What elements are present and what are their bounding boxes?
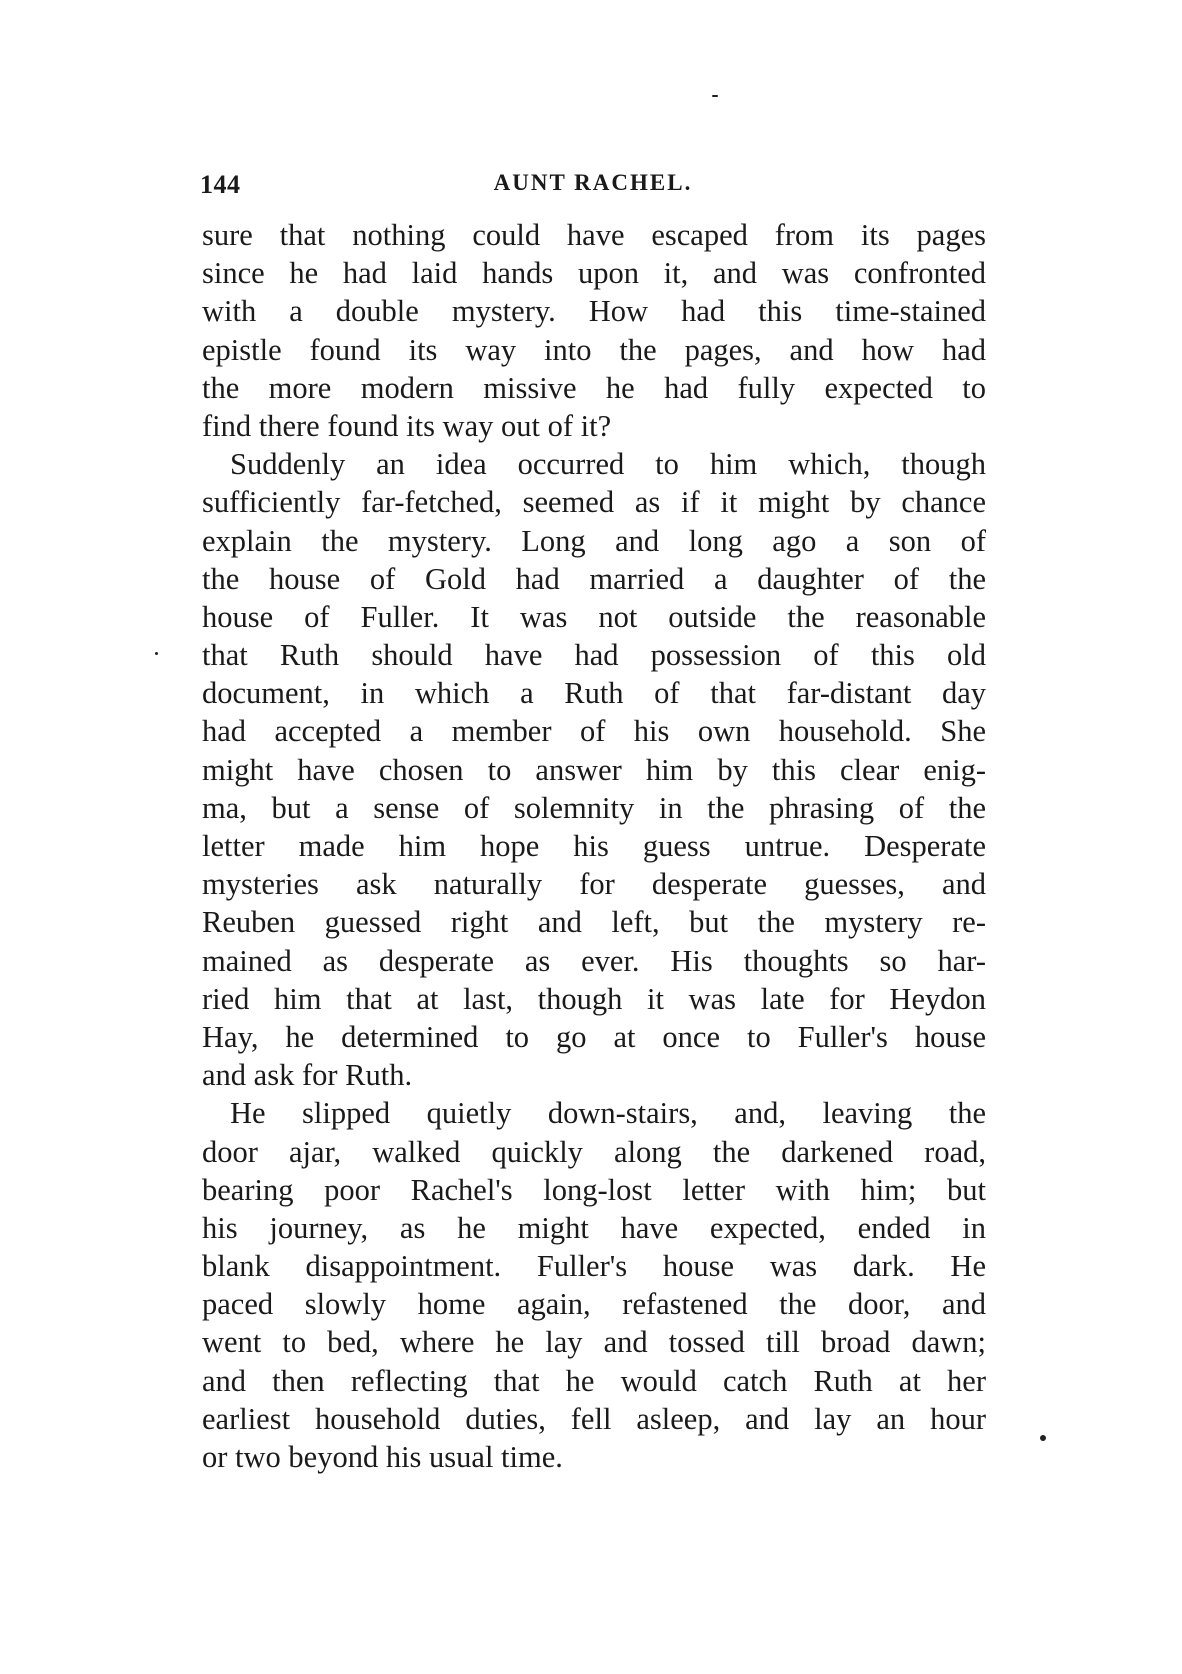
text-line: epistle found its way into the pages, and how had: [202, 332, 986, 367]
text-line: earliest household duties, fell asleep, and lay an hour: [202, 1401, 986, 1436]
text-line: ried him that at last, though it was late for Heydon: [202, 981, 986, 1016]
text-line: sufficiently far-fetched, seemed as if it might by chance: [202, 485, 986, 520]
text-line: Hay, he determined to go at once to Fuller's house: [202, 1019, 986, 1054]
text-line: the more modern missive he had fully expected to: [202, 370, 986, 405]
text-line: with a double mystery. How had this time-stained: [202, 294, 986, 329]
text-line: explain the mystery. Long and long ago a son of: [202, 523, 986, 558]
running-title: AUNT RACHEL.: [493, 170, 693, 195]
text-line: letter made him hope his guess untrue. Desperate: [202, 829, 986, 863]
text-line: and then reflecting that he would catch Ruth at her: [202, 1363, 986, 1398]
text-line: document, in which a Ruth of that far-distant day: [202, 676, 986, 711]
text-line: door ajar, walked quickly along the darkened road,: [202, 1134, 986, 1169]
text-line: mysteries ask naturally for desperate guesses, and: [202, 867, 986, 902]
body-text: [202, 216, 986, 1476]
text-line: or two beyond his usual time.: [202, 1440, 563, 1474]
text-line: and ask for Ruth.: [202, 1058, 413, 1093]
text-line: house of Fuller. It was not outside the reasonable: [202, 599, 986, 634]
text-line: that Ruth should have had possession of this old: [202, 638, 986, 673]
page-number: 144: [200, 170, 241, 199]
text-line: had accepted a member of his own household. She: [202, 714, 986, 749]
text-line: sure that nothing could have escaped from its pages: [202, 218, 986, 252]
ink-speck: [155, 652, 158, 655]
text-line: blank disappointment. Fuller's house was dark. He: [202, 1249, 986, 1284]
paragraph: [202, 1094, 986, 1476]
paragraph: [202, 216, 986, 445]
text-line: his journey, as he might have expected, ended in: [202, 1210, 986, 1245]
text-line: He slipped quietly down-stairs, and, leaving the: [230, 1096, 986, 1131]
text-line: find there found its way out of it?: [202, 408, 612, 443]
text-line: the house of Gold had married a daughter of the: [202, 561, 986, 596]
text-line: mained as desperate as ever. His thoughts so har-: [202, 943, 986, 978]
text-line: bearing poor Rachel's long-lost letter with him; but: [202, 1172, 986, 1207]
text-line: Reuben guessed right and left, but the mystery re-: [202, 905, 986, 940]
ink-speck: [712, 95, 718, 97]
text-line: went to bed, where he lay and tossed till broad dawn;: [202, 1325, 986, 1360]
text-line: ma, but a sense of solemnity in the phrasing of the: [202, 790, 986, 825]
paragraph: [202, 445, 986, 1094]
text-line: paced slowly home again, refastened the door, and: [202, 1287, 986, 1322]
running-head: [200, 170, 986, 200]
text-line: Suddenly an idea occurred to him which, though: [230, 447, 986, 482]
ink-speck: [1040, 1435, 1046, 1441]
text-line: might have chosen to answer him by this clear enig-: [202, 752, 986, 787]
text-line: since he had laid hands upon it, and was confronted: [202, 256, 986, 291]
